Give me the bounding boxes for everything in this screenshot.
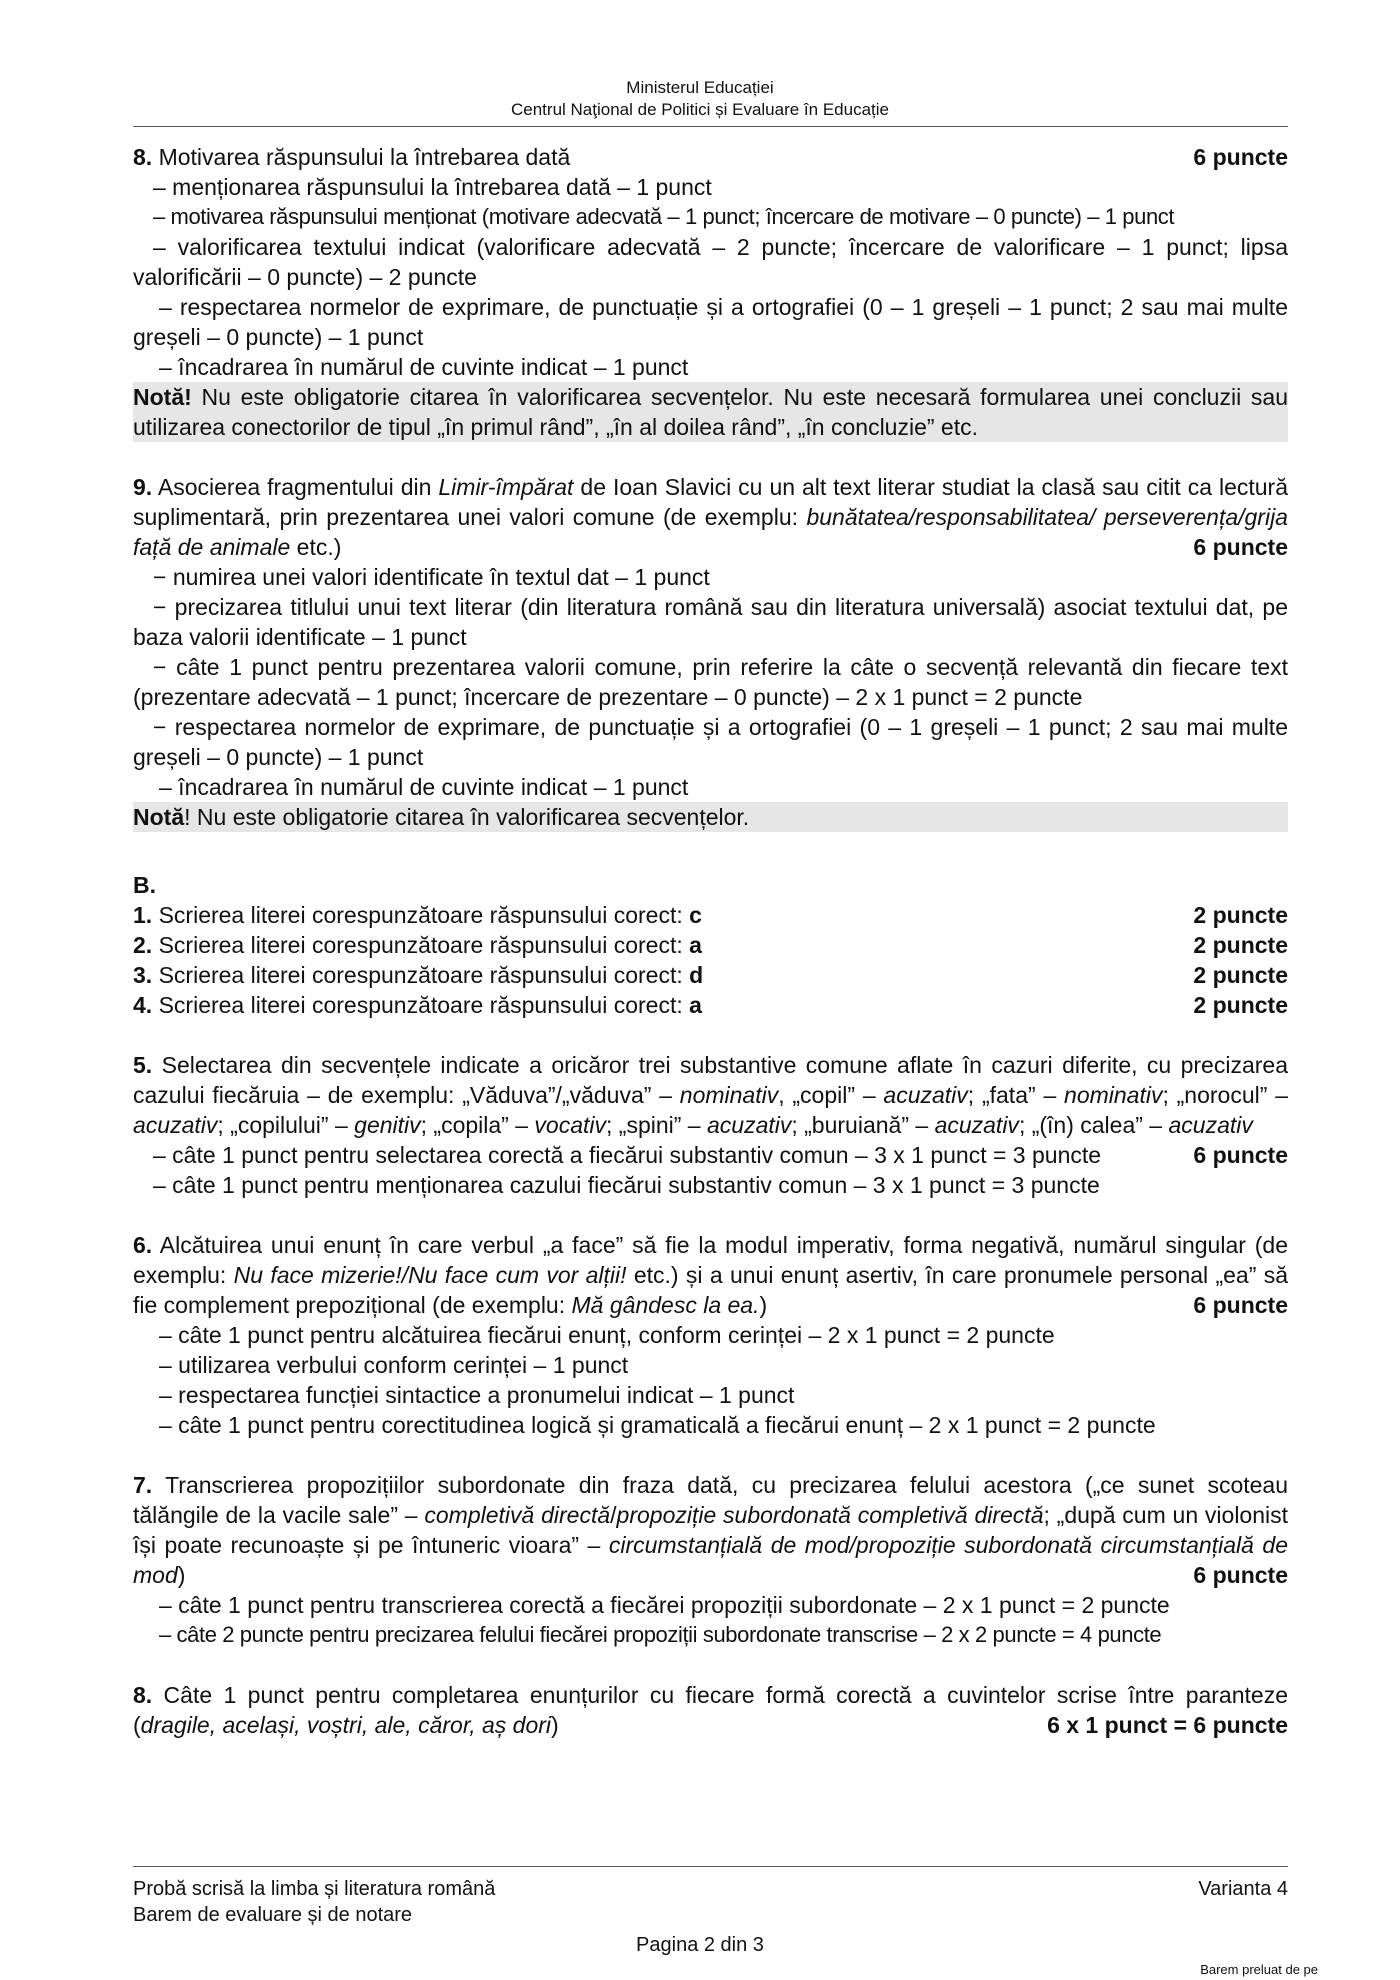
answer-letter: c (689, 902, 702, 928)
item-points: 6 x 1 punct = 6 puncte (1047, 1712, 1288, 1738)
item-points: 6 puncte (1193, 1292, 1288, 1318)
criterion-line: – câte 1 punct pentru selectarea corectă a fiecărui substantiv comun – 3 x 1 punct = 3 puncte (153, 1142, 1102, 1168)
criterion-line: − precizarea titlului unui text literar (din literatura română sau din literatura universală) asociat textului dat, pe baza valorii identificate – 1 punct (133, 594, 1288, 650)
footer-rule (133, 1866, 1288, 1867)
criterion-line: – încadrarea în numărul de cuvinte indicat – 1 punct (159, 354, 689, 380)
answer-letter: a (689, 992, 702, 1018)
section-b-heading: B. (133, 872, 156, 898)
b-item-6-statement: 6. Alcătuirea unui enunț în care verbul „a face” să fie la modul imperativ, forma negativă, numărul singular (de exemplu: Nu face mizerie!/Nu face cum vor alții! etc.) și a unui enunț asertiv, în care pronumele personal „ea” să fie complement prepozițional (de exemplu: Mă gândesc la ea.) 6 puncte (133, 1232, 1288, 1318)
answer-letter: a (689, 932, 702, 958)
b-item-4: 4. Scrierea literei corespunzătoare răspunsului corect: a 2 puncte (133, 992, 1288, 1018)
criterion-line: – câte 1 punct pentru alcătuirea fiecărui enunț, conform cerinței – 2 x 1 punct = 2 puncte (159, 1322, 1055, 1348)
note-label: Notă! (133, 384, 192, 410)
b-item-8-statement: 8. Câte 1 punct pentru completarea enunțurilor cu fiecare formă corectă a cuvintelor scrise între paranteze (dragile, același, voștri, ale, căror, aș dori) 6 x 1 punct = 6 puncte (133, 1682, 1288, 1738)
item-points: 6 puncte (1193, 1562, 1288, 1588)
b-item-5-statement: 5. Selectarea din secvențele indicate a oricăror trei substantive comune aflate în cazuri diferite, cu precizarea cazului fiecăruia – de exemplu: „Văduva”/„văduva” – nominativ, „copil” – acuzativ; „fata” – nominativ; „norocul” – acuzativ; „copilului” – genitiv; „copila” – vocativ; „spini” – acuzativ; „buruiană” – acuzativ; „(în) calea” – acuzativ 6 puncte (133, 1052, 1288, 1168)
criterion-line: – câte 1 punct pentru transcrierea corectă a fiecărei propoziții subordonate – 2 x 1 punct = 2 puncte (159, 1592, 1170, 1618)
note-text: Nu este obligatorie citarea în valorificarea secvențelor. Nu este necesară formularea unei concluzii sau utilizarea conectorilor de tipul „în primul rând”, „în al doilea rând”, „în concluzie” etc. (133, 384, 1288, 440)
criterion-line: – câte 1 punct pentru menționarea cazului fiecărui substantiv comun – 3 x 1 punct = 3 puncte (153, 1172, 1100, 1198)
criterion-line: – câte 2 puncte pentru precizarea felului fiecărei propoziții subordonate transcrise – 2 x 2 puncte = 4 puncte (159, 1622, 1162, 1647)
b-item-1: 1. Scrierea literei corespunzătoare răspunsului corect: c 2 puncte (133, 902, 1288, 928)
main-content (133, 142, 1288, 1740)
barem-source: Barem preluat de pe (1200, 1962, 1318, 1977)
item-title: Motivarea răspunsului la întrebarea dată (158, 144, 571, 170)
header-rule (133, 126, 1288, 127)
item-9-statement: 9. Asocierea fragmentului din Limir-împărat de Ioan Slavici cu un alt text literar studiat la clasă sau citit ca lectură suplimentară, prin prezentarea unei valori comune (de exemplu: bunătatea/responsabilitatea/ perseverența/grija față de animale etc.) 6 puncte (133, 474, 1288, 560)
item-points: 6 puncte (1193, 144, 1288, 170)
criterion-line: – menționarea răspunsului la întrebarea dată – 1 punct (153, 174, 712, 200)
item-points: 6 puncte (1193, 1142, 1288, 1168)
criterion-line: – încadrarea în numărul de cuvinte indicat – 1 punct (159, 774, 689, 800)
criterion-line: – câte 1 punct pentru corectitudinea logică și gramaticală a fiecărui enunț – 2 x 1 punct = 2 puncte (159, 1412, 1156, 1438)
footer-barem: Barem de evaluare și de notare (133, 1904, 413, 1926)
criterion-line: – valorificarea textului indicat (valorificare adecvată – 2 puncte; încercare de valorificare – 1 punct; lipsa valorificării – 0 puncte) – 2 puncte (133, 234, 1288, 290)
note-block (133, 802, 1288, 832)
item-points: 6 puncte (1193, 534, 1288, 560)
criterion-line: – respectarea funcției sintactice a pronumelui indicat – 1 punct (159, 1382, 795, 1408)
item-number: 8. (133, 144, 153, 170)
b-item-7-statement: 7. Transcrierea propozițiilor subordonate din fraza dată, cu precizarea felului acestora („ce sunet scoteau tălăngile de la vacile sale” – completivă directă/propoziție subordonată completivă directă; „după cum un violonist își poate recunoaște și pe întuneric vioara” – circumstanțială de mod/propoziție subordonată circumstanțială de mod) 6 puncte (133, 1472, 1289, 1588)
note-block (133, 382, 1288, 442)
note-label: Notă (133, 804, 185, 830)
b-item-3: 3. Scrierea literei corespunzătoare răspunsului corect: d 2 puncte (133, 962, 1288, 988)
criterion-line: − numirea unei valori identificate în textul dat – 1 punct (153, 564, 710, 590)
answer-letter: d (689, 962, 704, 988)
item-8-heading (133, 142, 1288, 172)
criterion-line: – utilizarea verbului conform cerinței – 1 punct (159, 1352, 629, 1378)
footer-variant: Varianta 4 (1198, 1878, 1288, 1900)
header-center: Centrul Naţional de Politici și Evaluare în Educație (511, 100, 889, 119)
header-ministry: Ministerul Educației (626, 78, 774, 97)
criterion-line: – respectarea normelor de exprimare, de punctuație și a ortografiei (0 – 1 greșeli – 1 punct; 2 sau mai multe greșeli – 0 puncte) – 1 punct (133, 294, 1288, 350)
note-text: ! Nu este obligatorie citarea în valorificarea secvențelor. (184, 804, 750, 830)
footer-line-1 (133, 1878, 1288, 1901)
criterion-line: – motivarea răspunsului menționat (motivare adecvată – 1 punct; încercare de motivare – 0 puncte) – 1 punct (153, 204, 1175, 229)
footer-exam-title: Probă scrisă la limba și literatura română (133, 1878, 496, 1900)
criterion-line: − câte 1 punct pentru prezentarea valorii comune, prin referire la câte o secvență relevantă din fiecare text (prezentare adecvată – 1 punct; încercare de prezentare – 0 puncte) – 2 x 1 punct = 2 puncte (133, 654, 1288, 710)
b-item-2: 2. Scrierea literei corespunzătoare răspunsului corect: a 2 puncte (133, 932, 1288, 958)
page-number: Pagina 2 din 3 (636, 1934, 764, 1956)
criterion-line: − respectarea normelor de exprimare, de punctuație și a ortografiei (0 – 1 greșeli – 1 punct; 2 sau mai multe greșeli – 0 puncte) – 1 punct (133, 714, 1288, 770)
